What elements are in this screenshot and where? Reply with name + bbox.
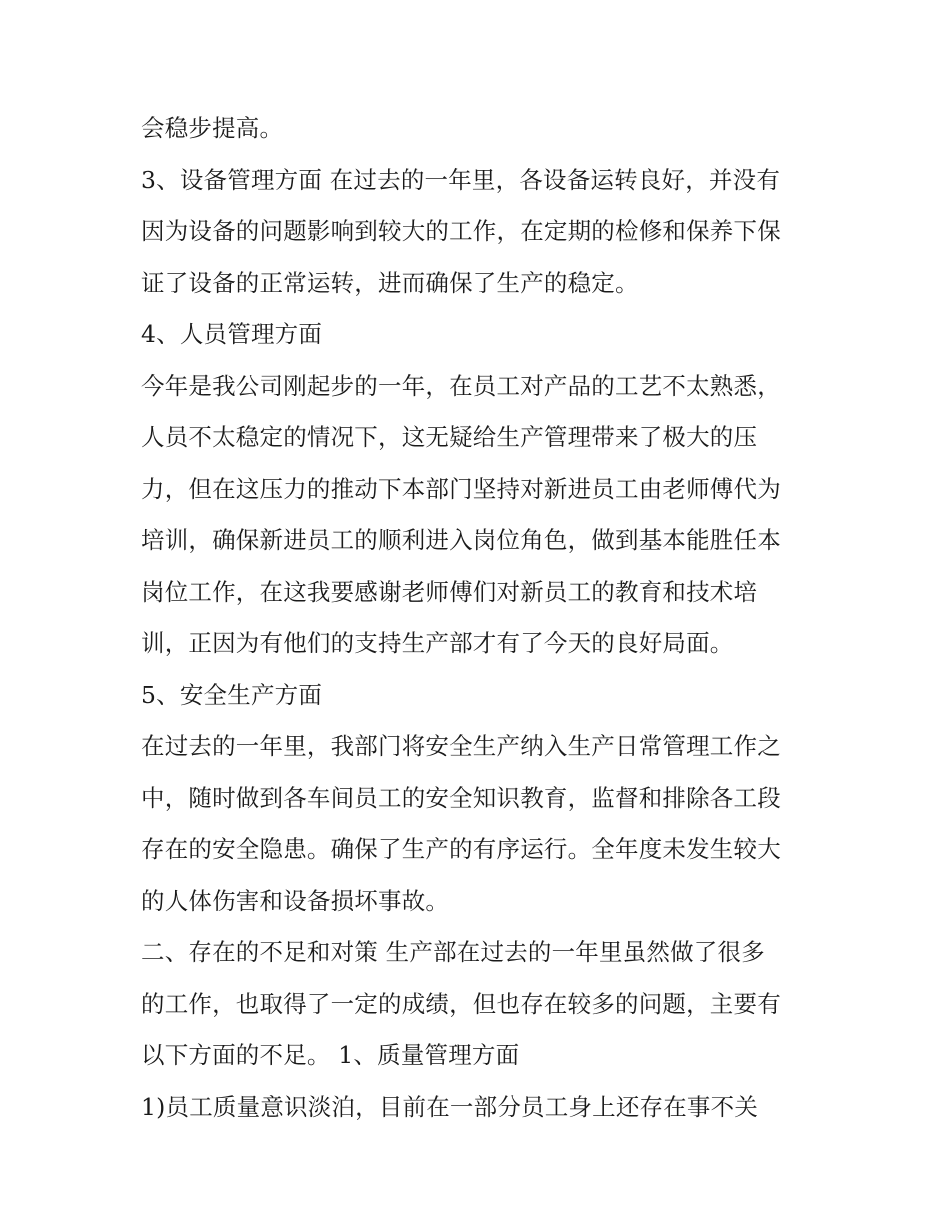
text-line: 证了设备的正常运转，进而确保了生产的稳定。 bbox=[141, 268, 639, 297]
text-line: 岗位工作，在这我要感谢老师傅们对新员工的教育和技术培 bbox=[141, 577, 758, 606]
section-heading: 4、人员管理方面 bbox=[141, 320, 323, 348]
text-line: 二、存在的不足和对策 生产部在过去的一年里虽然做了很多 bbox=[141, 938, 765, 966]
text-line: 人员不太稳定的情况下，这无疑给生产管理带来了极大的压 bbox=[141, 423, 758, 451]
text-line: 在过去的一年里，我部门将安全生产纳入生产日常管理工作之 bbox=[141, 732, 781, 760]
text-line: 1)员工质量意识淡泊，目前在一部分员工身上还存在事不关 bbox=[141, 1092, 759, 1121]
text-line: 的人体伤害和设备损坏事故。 bbox=[141, 886, 450, 915]
text-line: 培训，确保新进员工的顺利进入岗位角色，做到基本能胜任本 bbox=[141, 526, 781, 554]
text-line: 以下方面的不足。 1、质量管理方面 bbox=[141, 1041, 520, 1069]
text-line: 的工作，也取得了一定的成绩，但也存在较多的问题，主要有 bbox=[141, 989, 781, 1018]
text-line: 今年是我公司刚起步的一年，在员工对产品的工艺不太熟悉， bbox=[141, 371, 781, 400]
text-line: 力，但在这压力的推动下本部门坚持对新进员工由老师傅代为 bbox=[141, 474, 781, 503]
section-heading: 5、安全生产方面 bbox=[141, 680, 323, 709]
text-line: 会稳步提高。 bbox=[141, 114, 284, 142]
text-line: 中，随时做到各车间员工的安全知识教育，监督和排除各工段 bbox=[141, 783, 781, 812]
document-body bbox=[141, 103, 816, 1133]
text-line: 因为设备的问题影响到较大的工作，在定期的检修和保养下保 bbox=[141, 217, 781, 245]
text-line: 存在的安全隐患。确保了生产的有序运行。全年度未发生较大 bbox=[141, 835, 781, 863]
text-line: 训，正因为有他们的支持生产部才有了今天的良好局面。 bbox=[141, 629, 734, 657]
text-line: 3、设备管理方面 在过去的一年里，各设备运转良好，并没有 bbox=[141, 165, 781, 194]
